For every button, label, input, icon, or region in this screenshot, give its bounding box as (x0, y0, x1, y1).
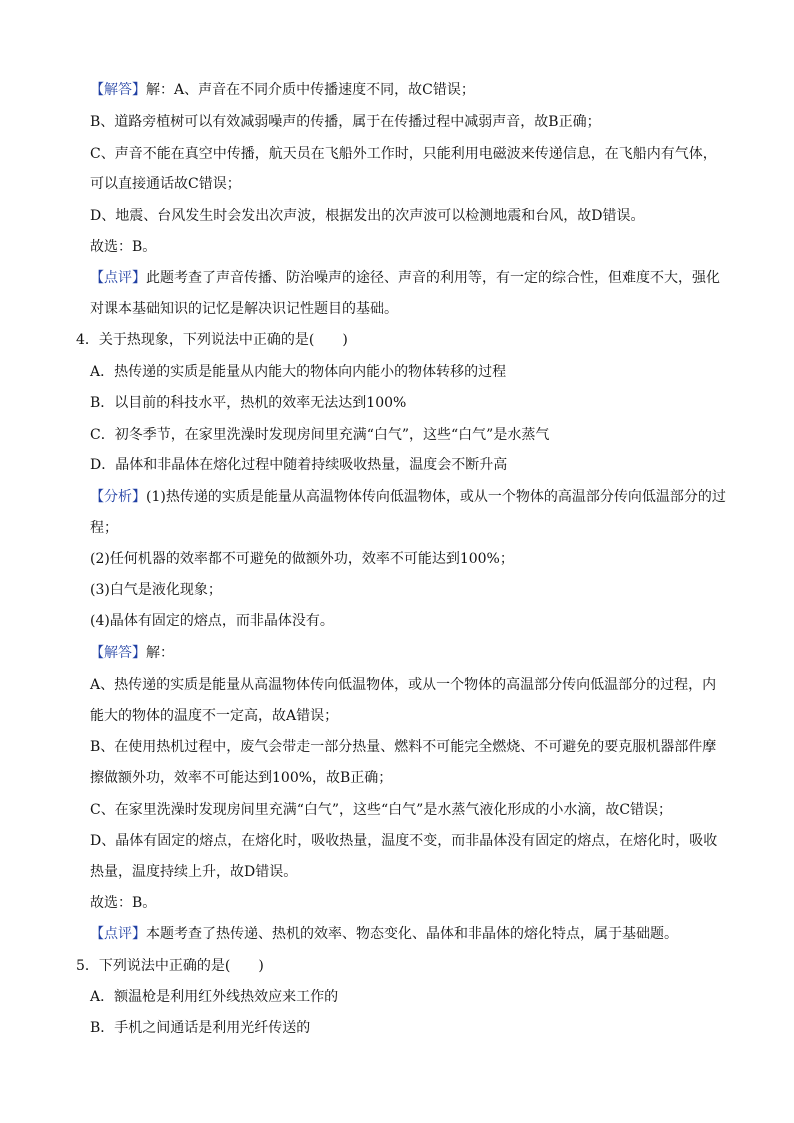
option-a: A．热传递的实质是能量从内能大的物体向内能小的物体转移的过程 (90, 364, 507, 380)
answer-tag: 【解答】 (90, 645, 146, 661)
text-line: 程； (90, 520, 118, 536)
text-line: D、地震、台风发生时会发出次声波，根据发出的次声波可以检测地震和台风，故D错误。 (90, 208, 645, 224)
text-line: C、声音不能在真空中传播，航天员在飞船外工作时，只能利用电磁波来传递信息，在飞船内有气体， (90, 146, 717, 162)
analysis-tag: 【分析】 (90, 489, 146, 505)
text-line: D、晶体有固定的熔点，在熔化时，吸收热量，温度不变，而非晶体没有固定的熔点，在熔化时，吸收 (90, 833, 718, 849)
text-line: 故选：B。 (90, 895, 157, 911)
option-c: C．初冬季节，在家里洗澡时发现房间里充满“白气”，这些“白气”是水蒸气 (90, 427, 550, 443)
option-b: B．以目前的科技水平，热机的效率无法达到100% (90, 395, 407, 411)
text-line: B、道路旁植树可以有效减弱噪声的传播，属于在传播过程中减弱声音，故B正确； (90, 114, 601, 130)
text-line: (3)白气是液化现象； (90, 582, 222, 598)
text-line: 【解答】解： (90, 645, 174, 661)
text-line: B、在使用热机过程中，废气会带走一部分热量、燃料不可能完全燃烧、不可避免的要克服机器部件摩 (90, 739, 717, 755)
text-line: 热量，温度持续上升，故D错误。 (90, 864, 298, 880)
text-line: 【解答】解：A、声音在不同介质中传播速度不同，故C错误； (90, 82, 475, 98)
text-line: C、在家里洗澡时发现房间里充满“白气”，这些“白气”是水蒸气液化形成的小水滴，故C错误； (90, 802, 673, 818)
option-d: D．晶体和非晶体在熔化过程中随着持续吸收热量，温度会不断升高 (90, 457, 508, 473)
text-line: 可以直接通话故C错误； (90, 176, 241, 192)
comment-tag: 【点评】 (90, 270, 146, 286)
comment-tag: 【点评】 (90, 926, 146, 942)
option-a: A．额温枪是利用红外线热效应来工作的 (90, 989, 339, 1005)
text-line: 【分析】(1)热传递的实质是能量从高温物体传向低温物体，或从一个物体的高温部分传向低温部分的过 (90, 489, 726, 505)
text-line: 【点评】此题考查了声音传播、防治噪声的途径、声音的利用等，有一定的综合性，但难度不大，强化 (90, 270, 720, 286)
text-line: A、热传递的实质是能量从高温物体传向低温物体，或从一个物体的高温部分传向低温部分的过程，内 (90, 677, 717, 693)
text-line: (2)任何机器的效率都不可避免的做额外功，效率不可能达到100%； (90, 551, 514, 567)
question-stem: 4．关于热现象，下列说法中正确的是( ) (76, 332, 348, 348)
text-line: 能大的物体的温度不一定高，故A错误； (90, 708, 339, 724)
answer-tag: 【解答】 (90, 82, 146, 98)
text-line: 【点评】本题考查了热传递、热机的效率、物态变化、晶体和非晶体的熔化特点，属于基础题。 (90, 926, 678, 942)
question-stem: 5．下列说法中正确的是( ) (76, 958, 264, 974)
text-line: 对课本基础知识的记忆是解决识记性题目的基础。 (90, 301, 398, 317)
text-line: (4)晶体有固定的熔点，而非晶体没有。 (90, 613, 334, 629)
option-b: B．手机之间通话是利用光纤传送的 (90, 1020, 311, 1036)
text-line: 故选：B。 (90, 239, 157, 255)
text-line: 擦做额外功，效率不可能达到100%，故B正确； (90, 770, 393, 786)
